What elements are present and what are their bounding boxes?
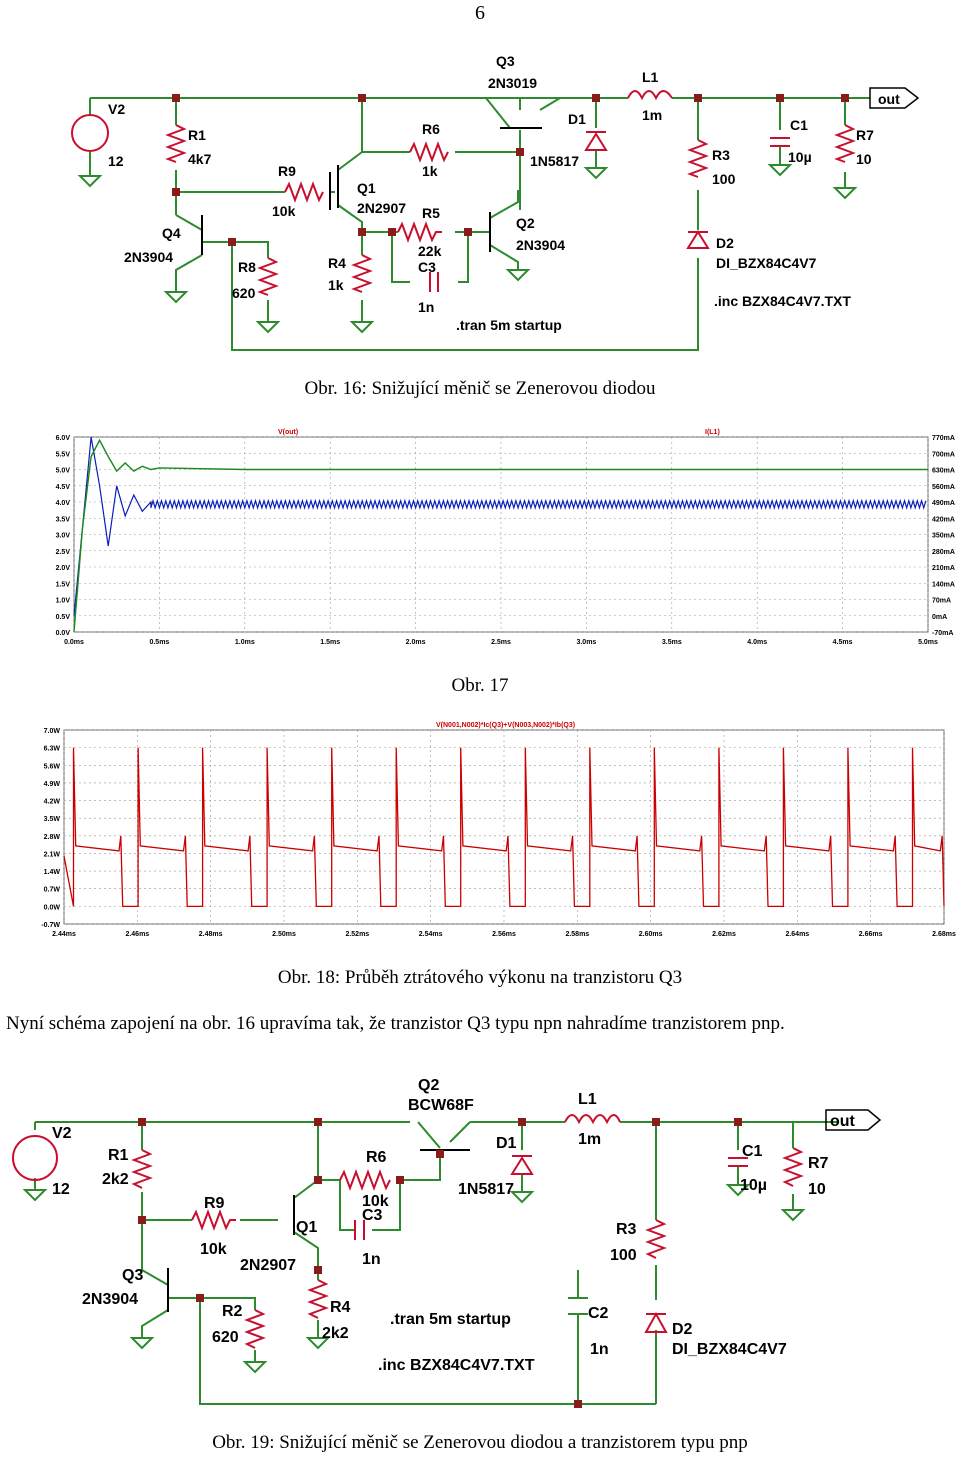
- x-tick-label: 3.5ms: [661, 639, 682, 646]
- fig16-out-label: out: [878, 91, 900, 107]
- fig19-q1-label: Q1: [296, 1219, 318, 1236]
- fig16-v2-value: 12: [108, 153, 124, 169]
- fig16-r9-label: R9: [278, 163, 296, 179]
- y-right-tick-label: 420mA: [932, 516, 955, 524]
- figure-18-chart: [0, 718, 960, 943]
- x-tick-label: 1.5ms: [320, 639, 341, 646]
- fig19-r9-label: R9: [204, 1195, 225, 1212]
- fig16-r9-value: 10k: [272, 203, 296, 219]
- fig19-r9-value: 10k: [200, 1241, 227, 1258]
- fig19-r6-label: R6: [366, 1149, 387, 1166]
- y-right-tick-label: 0mA: [932, 613, 948, 621]
- fig16-c1-value: 10µ: [788, 149, 812, 165]
- fig19-d1-value: 1N5817: [458, 1181, 515, 1198]
- y-tick-label: 2.8W: [43, 833, 60, 841]
- fig16-q1-label: Q1: [357, 180, 376, 196]
- x-tick-label: 5.0ms: [918, 639, 938, 646]
- x-tick-label: 4.5ms: [832, 639, 853, 646]
- x-tick-label: 1.0ms: [234, 639, 255, 646]
- fig16-d2-value: DI_BZX84C4V7: [716, 255, 817, 271]
- x-tick-label: 2.68ms: [932, 931, 956, 938]
- y-left-tick-label: 3.5V: [55, 516, 70, 524]
- x-tick-label: 4.0ms: [747, 639, 768, 646]
- fig16-tran-directive: .tran 5m startup: [456, 317, 562, 333]
- fig16-r8-value: 620: [232, 285, 256, 301]
- y-left-tick-label: 4.0V: [55, 500, 70, 507]
- figure-16-schematic: [0, 0, 960, 360]
- fig19-r2-label: R2: [222, 1303, 243, 1320]
- y-left-tick-label: 0.0V: [55, 630, 70, 637]
- fig16-r6-value: 1k: [422, 163, 438, 179]
- fig19-r1-label: R1: [108, 1147, 129, 1164]
- y-right-tick-label: 630mA: [932, 467, 955, 475]
- x-tick-label: 2.54ms: [418, 931, 443, 938]
- figure-18-caption: Obr. 18: Průběh ztrátového výkonu na tranzistoru Q3: [277, 967, 683, 988]
- y-tick-label: 4.9W: [43, 780, 60, 788]
- figure-17-caption: Obr. 17: [451, 675, 509, 696]
- legend-vout: V(out): [278, 429, 299, 436]
- fig16-c3-value: 1n: [418, 299, 435, 315]
- x-tick-label: 2.58ms: [565, 931, 590, 938]
- fig19-d2-label: D2: [672, 1321, 693, 1338]
- fig19-r6-value: 10k: [362, 1193, 389, 1210]
- fig16-q3-value: 2N3019: [488, 75, 538, 91]
- x-tick-label: 0.0ms: [64, 639, 84, 646]
- y-tick-label: -0.7W: [41, 922, 60, 929]
- fig16-r1-value: 4k7: [188, 151, 212, 167]
- fig16-l1-label: L1: [642, 69, 659, 85]
- fig16-d1-label: D1: [568, 111, 586, 127]
- fig19-q3-value: 2N3904: [82, 1291, 139, 1308]
- fig16-v2-label: V2: [108, 101, 126, 117]
- y-tick-label: 1.4W: [43, 869, 60, 877]
- y-left-tick-label: 5.5V: [55, 451, 70, 459]
- x-tick-label: 2.50ms: [272, 931, 296, 938]
- legend-il1: I(L1): [705, 429, 720, 436]
- y-left-tick-label: 1.0V: [55, 597, 70, 605]
- fig19-c3-label: C3: [362, 1207, 383, 1224]
- fig19-r2-value: 620: [212, 1329, 239, 1346]
- fig16-r4-value: 1k: [328, 277, 344, 293]
- x-tick-label: 2.44ms: [52, 931, 76, 938]
- y-right-tick-label: 490mA: [932, 500, 955, 507]
- x-tick-label: 3.0ms: [576, 639, 597, 646]
- fig16-r3-label: R3: [712, 147, 730, 163]
- fig16-inc-directive: .inc BZX84C4V7.TXT: [714, 293, 851, 309]
- fig19-l1-label: L1: [578, 1091, 597, 1108]
- figure-19-caption: Obr. 19: Snižující měnič se Zenerovou diodou a tranzistorem typu pnp: [212, 1432, 748, 1453]
- x-tick-label: 2.48ms: [198, 931, 223, 938]
- y-tick-label: 5.6W: [43, 763, 60, 771]
- x-tick-label: 2.5ms: [491, 639, 511, 646]
- x-tick-label: 2.64ms: [785, 931, 810, 938]
- fig19-inc-directive: .inc BZX84C4V7.TXT: [378, 1357, 535, 1374]
- fig19-v2-value: 12: [52, 1181, 70, 1198]
- x-tick-label: 2.66ms: [858, 931, 883, 938]
- y-right-tick-label: 700mA: [932, 451, 955, 459]
- fig16-r7-label: R7: [856, 127, 874, 143]
- y-tick-label: 0.0W: [43, 904, 60, 912]
- fig16-r7-value: 10: [856, 151, 872, 167]
- fig19-c1-label: C1: [742, 1143, 763, 1160]
- y-tick-label: 2.1W: [43, 851, 60, 859]
- y-left-tick-label: 3.0V: [55, 532, 70, 540]
- y-left-tick-label: 0.5V: [55, 613, 70, 621]
- x-tick-label: 0.5ms: [149, 639, 170, 646]
- fig16-q4-value: 2N3904: [124, 249, 174, 265]
- y-right-tick-label: -70mA: [932, 630, 954, 637]
- x-tick-label: 2.0ms: [405, 639, 426, 646]
- fig16-r1-label: R1: [188, 127, 206, 143]
- fig19-r3-label: R3: [616, 1221, 637, 1238]
- fig19-v2-label: V2: [52, 1125, 72, 1142]
- y-right-tick-label: 210mA: [932, 565, 955, 572]
- fig16-r6-label: R6: [422, 121, 440, 137]
- fig19-r7-value: 10: [808, 1181, 826, 1198]
- fig16-q4-label: Q4: [162, 225, 181, 241]
- y-right-tick-label: 280mA: [932, 548, 955, 556]
- fig16-q2-label: Q2: [516, 215, 535, 231]
- fig19-q3-label: Q3: [122, 1267, 144, 1284]
- y-tick-label: 6.3W: [43, 745, 60, 753]
- fig19-tran-directive: .tran 5m startup: [390, 1311, 511, 1328]
- fig19-r3-value: 100: [610, 1247, 637, 1264]
- fig16-q1-value: 2N2907: [357, 200, 407, 216]
- fig16-d2-label: D2: [716, 235, 734, 251]
- fig16-r4-label: R4: [328, 255, 346, 271]
- y-left-tick-label: 5.0V: [55, 467, 70, 475]
- fig19-r4-value: 2k2: [322, 1325, 349, 1342]
- y-left-tick-label: 1.5V: [55, 581, 70, 589]
- series-il1-line: [74, 437, 926, 616]
- legend-power: V(N001,N002)*Ic(Q3)+V(N003,N002)*Ib(Q3): [436, 722, 576, 729]
- y-left-tick-label: 4.5V: [55, 483, 70, 491]
- fig16-r5-value: 22k: [418, 243, 442, 259]
- fig16-l1-value: 1m: [642, 107, 663, 123]
- fig16-r8-label: R8: [238, 259, 256, 275]
- fig19-q2-value: BCW68F: [408, 1097, 474, 1114]
- fig19-d2-value: DI_BZX84C4V7: [672, 1341, 787, 1358]
- fig16-c1-label: C1: [790, 117, 808, 133]
- x-tick-label: 2.60ms: [638, 931, 663, 938]
- fig19-r7-label: R7: [808, 1155, 829, 1172]
- fig19-c2-label: C2: [588, 1305, 609, 1322]
- x-tick-label: 2.56ms: [492, 931, 516, 938]
- fig19-l1-value: 1m: [578, 1131, 602, 1148]
- x-tick-label: 2.62ms: [712, 931, 736, 938]
- plot-frame: [64, 730, 944, 924]
- fig19-out-label: out: [830, 1113, 855, 1130]
- y-right-tick-label: 770mA: [932, 435, 955, 442]
- figure-16-caption: Obr. 16: Snižující měnič se Zenerovou diodou: [304, 378, 656, 399]
- fig19-r1-value: 2k2: [102, 1171, 129, 1188]
- fig19-q1-value: 2N2907: [240, 1257, 297, 1274]
- x-tick-label: 2.46ms: [125, 931, 150, 938]
- y-tick-label: 4.2W: [43, 798, 60, 806]
- y-right-tick-label: 350mA: [932, 532, 955, 540]
- fig19-c2-value: 1n: [590, 1341, 609, 1358]
- figure-17-chart: [0, 425, 960, 650]
- y-right-tick-label: 140mA: [932, 581, 955, 589]
- y-tick-label: 7.0W: [43, 728, 60, 735]
- fig19-d1-label: D1: [496, 1135, 517, 1152]
- y-right-tick-label: 560mA: [932, 483, 955, 491]
- fig16-r5-label: R5: [422, 205, 440, 221]
- y-right-tick-label: 70mA: [932, 597, 952, 605]
- fig19-q2-label: Q2: [418, 1077, 440, 1094]
- y-left-tick-label: 6.0V: [55, 435, 70, 442]
- body-paragraph: Nyní schéma zapojení na obr. 16 upravíma tak, že tranzistor Q3 typu npn nahradíme tranzistorem pnp.: [6, 1013, 785, 1034]
- fig19-c1-value: 10µ: [740, 1177, 768, 1194]
- figure-19-schematic: [0, 1070, 960, 1420]
- fig16-q2-value: 2N3904: [516, 237, 566, 253]
- x-tick-label: 2.52ms: [345, 931, 370, 938]
- y-left-tick-label: 2.5V: [55, 548, 70, 556]
- fig16-r3-value: 100: [712, 171, 736, 187]
- fig16-c3-label: C3: [418, 259, 436, 275]
- fig19-c3-value: 1n: [362, 1251, 381, 1268]
- fig16-q3-label: Q3: [496, 53, 515, 69]
- y-tick-label: 3.5W: [43, 816, 60, 824]
- fig19-r4-label: R4: [330, 1299, 351, 1316]
- y-tick-label: 0.7W: [43, 886, 60, 894]
- page-number: 6: [475, 2, 485, 24]
- y-left-tick-label: 2.0V: [55, 565, 70, 572]
- fig16-d1-value: 1N5817: [530, 153, 580, 169]
